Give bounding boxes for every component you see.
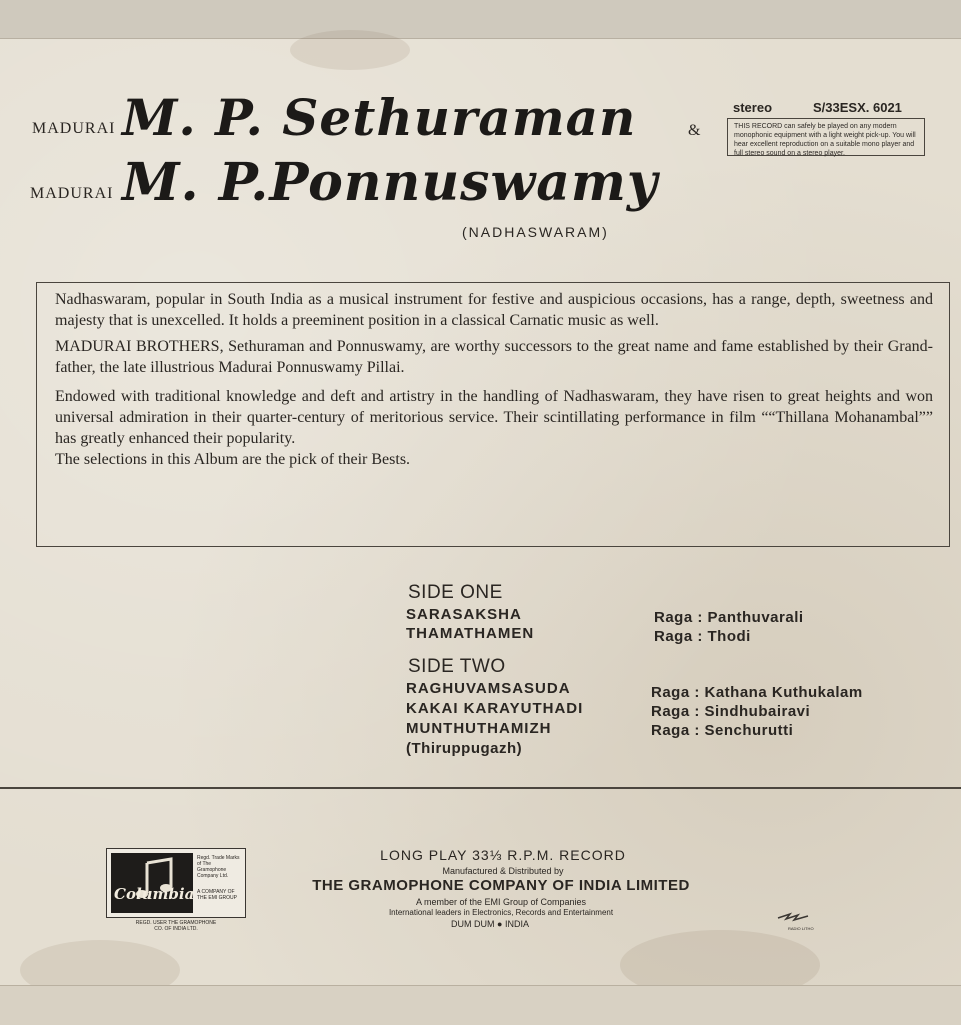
track-raga: Raga : Sindhubairavi (651, 703, 811, 720)
printer-logo-icon (776, 912, 810, 926)
track-title: RAGHUVAMSASUDA (406, 680, 571, 697)
top-edge (0, 0, 961, 39)
emi-group-note: A COMPANY OF THE EMI GROUP (197, 889, 238, 901)
location-line: DUM DUM ● INDIA (451, 919, 529, 929)
liner-notes-box (36, 282, 950, 547)
track-title: KAKAI KARAYUTHADI (406, 700, 584, 717)
emi-member-line: A member of the EMI Group of Companies (415, 897, 587, 907)
side-one-heading: SIDE ONE (408, 582, 503, 603)
track-title: THAMATHAMEN (406, 625, 535, 642)
track-raga: Raga : Senchurutti (651, 722, 794, 739)
liner-paragraph: The selections in this Album are the pick of their Bests. (55, 451, 411, 468)
side-two-heading: SIDE TWO (408, 656, 506, 677)
liner-paragraph: Endowed with traditional knowledge and deft and artistry in the handling of Nadhaswaram, they have risen to great heights and won universal admiration in their quarter-century of meritorious service. Their scintillating performance in film ““Thillana Mohanambal”” has greatly enhanced their popularity. (55, 388, 933, 447)
trade-mark-note: Regd. Trade Marks of The Gramophone Company Ltd. (197, 855, 240, 879)
artist-prefix-1: MADURAI (32, 120, 116, 137)
printer-mark (776, 912, 814, 931)
international-leaders-line: International leaders in Electronics, Records and Entertainment (388, 908, 614, 917)
bottom-edge (0, 985, 961, 1025)
track-raga: Raga : Panthuvarali (654, 609, 804, 626)
artist-name-2: M. P.Ponnuswamy (122, 152, 659, 213)
manufactured-by: Manufactured & Distributed by (442, 866, 564, 876)
catalog-number: S/33ESX. 6021 (813, 100, 902, 115)
liner-paragraph: MADURAI BROTHERS, Sethuraman and Ponnuswamy, are worthy successors to the great name and fame established by their Grand-father, the late illustrious Madurai Ponnuswamy Pillai. (55, 338, 933, 376)
track-raga: Raga : Thodi (654, 628, 751, 645)
artist-prefix-2: MADURAI (30, 185, 114, 202)
compatibility-note: THIS RECORD can safely be played on any modern monophonic equipment with a light weight pick-up. You will hear excellent reproduction on a suitable mono player and full stereo sound on a stereo player. (727, 118, 925, 156)
instrument-subtitle: (NADHASWARAM) (462, 224, 609, 240)
track-raga: Raga : Kathana Kuthukalam (651, 684, 863, 701)
stereo-label: stereo (733, 100, 773, 115)
stain (290, 30, 410, 70)
artist-name-1: M. P. Sethuraman (122, 88, 637, 147)
track-note: (Thiruppugazh) (406, 740, 523, 757)
company-name: THE GRAMOPHONE COMPANY OF INDIA LIMITED (312, 877, 690, 894)
printer-name: RADIO LITHO (788, 926, 814, 931)
ampersand: & (688, 122, 701, 139)
columbia-wordmark: Columbia (114, 885, 195, 903)
registered-user-note: REGD. USER THE GRAMOPHONE CO. OF INDIA LTD. (135, 920, 217, 932)
liner-paragraph: Nadhaswaram, popular in South India as a musical instrument for festive and auspicious occasions, has a range, depth, sweetness and majesty that is unexcelled. It holds a preeminent position in a classical Carnatic music as well. (55, 291, 933, 329)
divider-line (0, 787, 961, 789)
track-title: MUNTHUTHAMIZH (406, 720, 552, 737)
long-play-label: LONG PLAY 33⅓ R.P.M. RECORD (380, 847, 626, 863)
track-title: SARASAKSHA (406, 606, 522, 623)
